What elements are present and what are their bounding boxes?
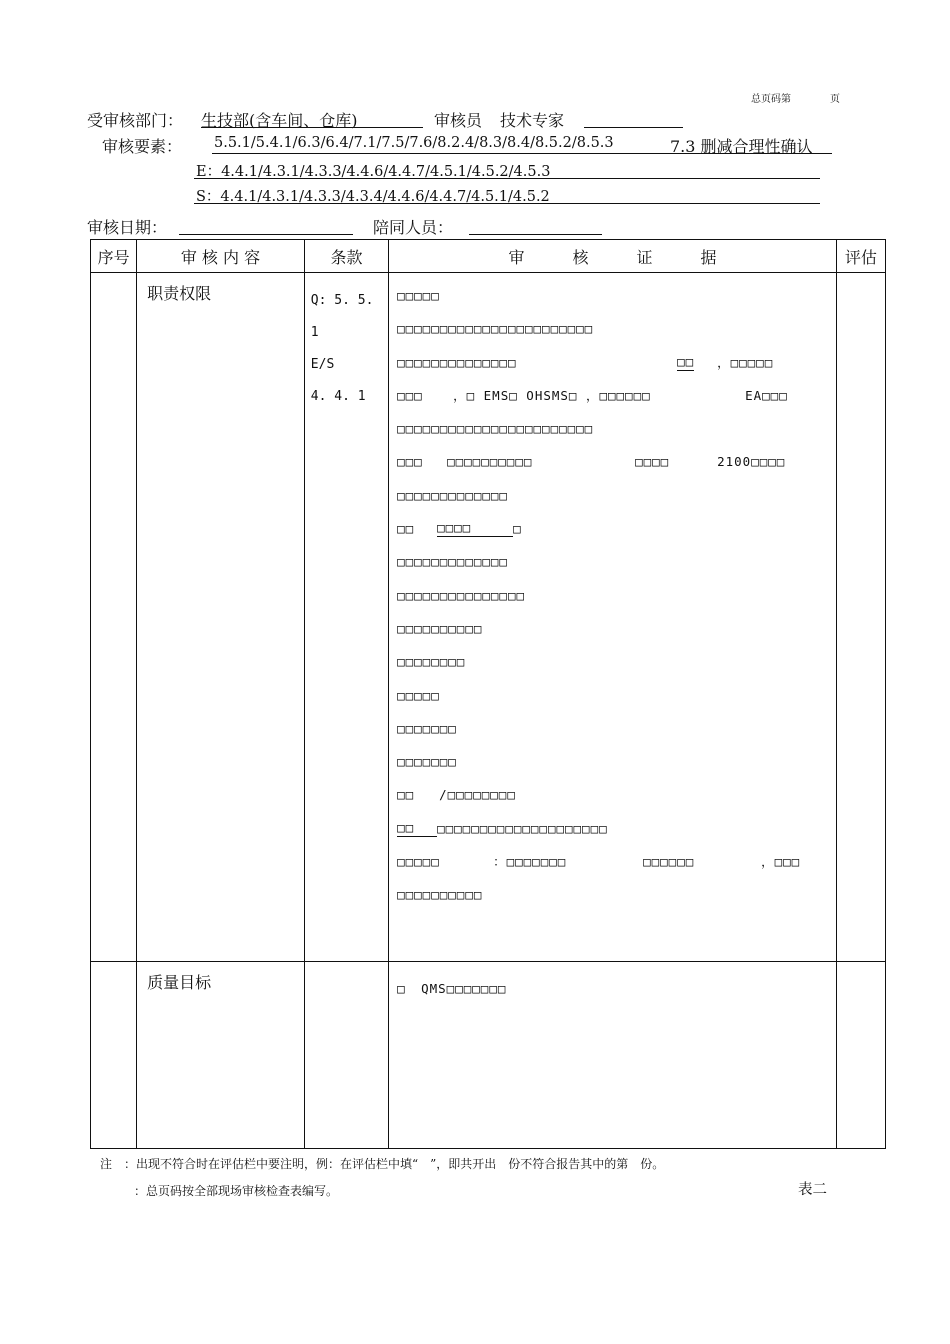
evidence-segment: □□□□□□□□□□□□□□□ — [397, 587, 525, 603]
page-number-suffix: 页 — [830, 94, 840, 105]
note-line-1: 注 ：出现不符合时在评估栏中要注明，例：在评估栏中填“ ”，即共开出 份不符合报告其中的第 份。 — [100, 1157, 665, 1171]
evidence-segment: □□□□□□□□□□□□□□□□□□□□ — [437, 820, 608, 836]
evidence-line — [397, 512, 836, 545]
date-label: 审核日期： — [87, 218, 168, 237]
evidence-segment: □□□□□□□□□□ — [397, 887, 483, 903]
evidence-segment: □ — [513, 521, 522, 537]
evidence-line — [397, 346, 836, 379]
assessment-cell[interactable] — [836, 273, 885, 962]
elements-label: 审核要素： — [102, 137, 183, 156]
col-header-evidence: 审 核 证 据 — [389, 240, 837, 273]
evidence-segment: □□□□□□□ — [397, 754, 457, 770]
table-row — [91, 273, 886, 962]
elements-s: S：4.4.1/4.3.1/4.3.3/4.3.4/4.4.6/4.4.7/4.5.1/4.5.2 — [196, 189, 550, 205]
clause-line: Q: 5. 5. 1 — [310, 293, 374, 340]
evidence-segment: 2100□□□□ — [717, 454, 786, 470]
evidence-line — [397, 712, 836, 745]
evidence-segment: □□ — [397, 820, 437, 837]
evidence-segment: □□ — [677, 353, 695, 369]
elements-s-underline — [194, 203, 820, 204]
evidence-line — [397, 878, 836, 911]
evidence-segment: ，□□□□□ — [717, 354, 774, 370]
evidence-line — [397, 778, 836, 811]
evidence-segment: □□□□□□□□□□□□□ — [397, 487, 508, 503]
evidence-segment: □□□□□□□□□□□□□ — [397, 554, 508, 570]
evidence-cell — [389, 273, 837, 962]
evidence-segment: □□□□□ — [397, 687, 440, 703]
auditor-value: 技术专家 — [500, 111, 565, 130]
auditor-label: 审核员 — [434, 111, 483, 130]
col-header-content: 审 核 内 容 — [137, 240, 305, 273]
evidence-text — [389, 962, 836, 1005]
evidence-line — [397, 812, 836, 845]
evidence-segment: □□ — [397, 787, 415, 803]
evidence-segment: □□ — [397, 521, 415, 537]
evidence-segment: ，□□□ — [761, 854, 801, 870]
evidence-line — [397, 579, 836, 612]
content-cell — [137, 273, 305, 962]
note-line-2: ：总页码按全部现场审核检查表编写。 — [134, 1184, 339, 1198]
elements-q-underline — [212, 153, 832, 154]
col-header-seq: 序号 — [91, 240, 137, 273]
elements-e: E：4.4.1/4.3.1/4.3.3/4.4.6/4.4.7/4.5.1/4.5.2/4.5.3 — [196, 164, 551, 180]
evidence-line — [397, 312, 836, 345]
elements-q-extra: 7.3 删减合理性确认 — [670, 137, 813, 156]
evidence-segment: □□□ — [397, 387, 423, 403]
evidence-line — [397, 679, 836, 712]
evidence-segment: □□□□□ — [397, 288, 440, 303]
evidence-line — [397, 612, 836, 645]
evidence-segment: EA□□□ — [745, 387, 788, 403]
evidence-segment: □□□□□□□□□□ — [447, 454, 533, 470]
evidence-segment: □ — [397, 981, 406, 996]
content-cell — [137, 962, 305, 1149]
table-row — [91, 962, 886, 1149]
page-number-label: 总页码第 — [751, 94, 791, 105]
table-header-row — [91, 240, 886, 273]
audit-content: 职责权限 — [147, 284, 212, 303]
evidence-segment: □□□□□□□□□□□□□□ — [397, 354, 517, 370]
evidence-line — [397, 545, 836, 578]
evidence-segment: □□□□□□□□□□□□□□□□□□□□□□□ — [397, 421, 594, 437]
evidence-line — [397, 645, 836, 678]
evidence-line — [397, 412, 836, 445]
evidence-segment: □□□□□□□□□□ — [397, 620, 483, 636]
seq-cell — [91, 273, 137, 962]
evidence-line — [397, 479, 836, 512]
date-field[interactable] — [179, 234, 353, 235]
clause-line: 4. 4. 1 — [310, 389, 366, 404]
evidence-segment: □□□□□ — [397, 854, 440, 870]
audit-table — [90, 239, 886, 1149]
evidence-line — [397, 445, 836, 478]
evidence-segment: □□□□ — [437, 520, 513, 537]
evidence-cell — [389, 962, 837, 1149]
evidence-segment: □□□□□□□□□□□□□□□□□□□□□□□ — [397, 321, 594, 337]
evidence-line — [397, 745, 836, 778]
evidence-segment: □□□ — [397, 454, 423, 470]
dept-value: 生技部(含车间、仓库) — [201, 111, 358, 130]
companion-field[interactable] — [469, 234, 602, 235]
form-number: 表二 — [798, 1182, 827, 1198]
audit-content: 质量目标 — [147, 973, 212, 992]
elements-e-underline — [194, 178, 820, 179]
evidence-text — [389, 273, 836, 912]
evidence-line — [397, 279, 836, 312]
evidence-line — [397, 845, 836, 878]
evidence-segment: □□□□□□□□ — [397, 654, 466, 670]
evidence-line — [397, 379, 836, 412]
evidence-segment: ：□□□□□□□ — [493, 854, 567, 870]
evidence-segment: /□□□□□□□□ — [439, 787, 516, 803]
assessment-cell[interactable] — [836, 962, 885, 1149]
auditor-underline — [584, 127, 683, 128]
evidence-line — [397, 972, 836, 1005]
evidence-segment: □□□□□□ — [643, 854, 695, 870]
elements-q: 5.5.1/5.4.1/6.3/6.4/7.1/7.5/7.6/8.2.4/8.3/8.4/8.5.2/8.5.3 — [214, 135, 614, 151]
col-header-assessment: 评估 — [836, 240, 885, 273]
clause-cell — [304, 273, 388, 962]
dept-label: 受审核部门： — [87, 111, 184, 130]
evidence-segment: □□□□□□□ — [397, 720, 457, 736]
col-header-clause: 条款 — [304, 240, 388, 273]
clause-cell — [304, 962, 388, 1149]
companion-label: 陪同人员： — [373, 218, 454, 237]
evidence-segment: □□□□ — [635, 454, 670, 470]
clause-line: E/S — [310, 357, 335, 372]
seq-cell — [91, 962, 137, 1149]
evidence-segment: QMS□□□□□□□ — [421, 981, 507, 996]
dept-underline — [201, 127, 423, 128]
evidence-segment: ，□ EMS□ OHSMS□ ，□□□□□□ — [453, 387, 651, 403]
